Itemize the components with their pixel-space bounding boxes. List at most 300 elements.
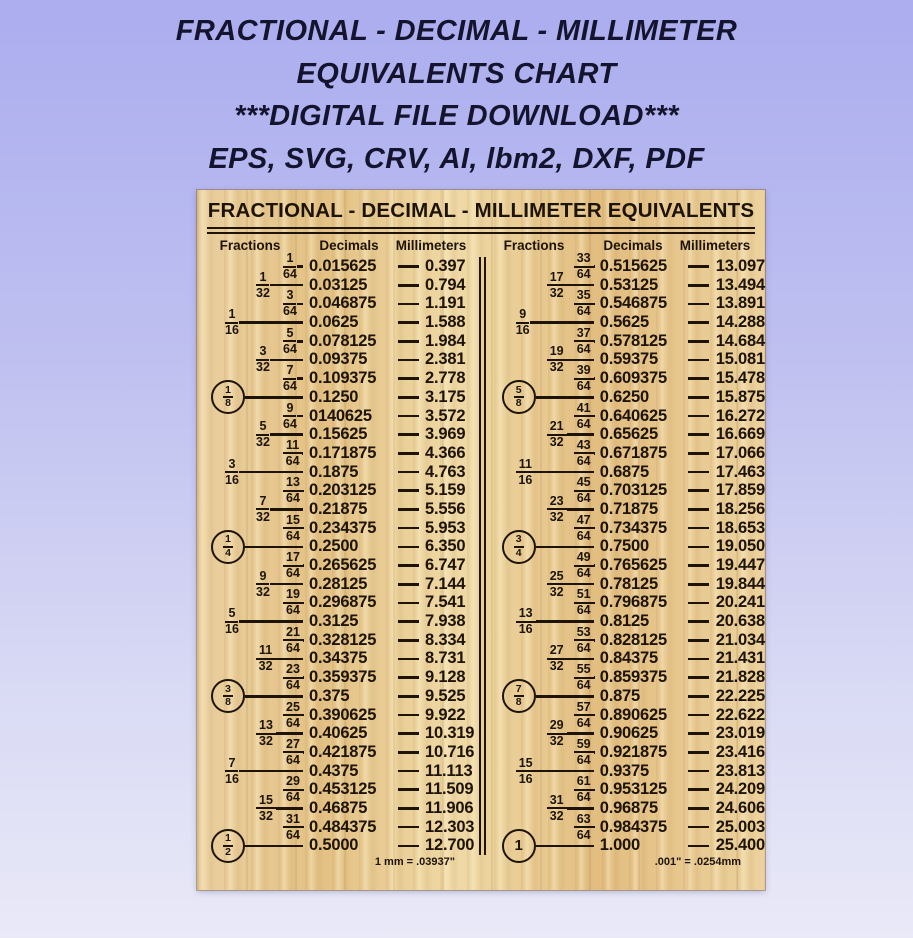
dash-cell <box>391 770 425 773</box>
fraction-denominator: 32 <box>549 435 564 450</box>
fraction-denominator: 32 <box>258 659 273 674</box>
decimal-value: 0.65625 <box>599 425 658 444</box>
fraction-leader-line <box>567 732 594 735</box>
fraction-denominator: 32 <box>549 584 564 599</box>
fraction-denominator: 32 <box>549 509 564 524</box>
millimeter-value: 6.747 <box>425 556 466 575</box>
dash-cell <box>682 396 716 399</box>
fraction-numerator: 31 <box>283 814 303 829</box>
table-row <box>197 251 478 282</box>
fraction-indent <box>197 789 283 790</box>
fraction-denominator: 32 <box>259 808 273 823</box>
millimeter-value: 24.606 <box>715 798 765 817</box>
fraction-numerator: 15 <box>283 515 303 530</box>
dash-icon <box>398 284 419 287</box>
dash-icon <box>688 751 709 754</box>
fraction-numerator: 13 <box>516 608 536 623</box>
fraction-indent <box>197 285 256 286</box>
dash-icon <box>688 508 709 511</box>
fraction-denominator: 32 <box>256 285 270 300</box>
fraction-numerator: 55 <box>574 664 594 679</box>
fraction-indent <box>488 359 547 360</box>
fraction-denominator: 64 <box>576 566 591 581</box>
fraction-leader-line <box>270 583 303 586</box>
dash-cell <box>391 620 425 623</box>
dash-cell <box>682 415 716 418</box>
fraction-indent <box>488 303 574 304</box>
decimal-value: 0.5000 <box>309 836 359 855</box>
decimal-value: 0.09375 <box>309 350 368 369</box>
fraction-indent <box>488 715 574 716</box>
fraction-denominator: 64 <box>283 379 297 394</box>
fraction-cell <box>488 837 594 856</box>
dash-cell <box>391 452 425 455</box>
fraction-leader-line <box>276 732 303 735</box>
decimal-value: 0.84375 <box>599 649 658 668</box>
dash-cell <box>682 807 716 810</box>
fraction-indent <box>197 584 256 585</box>
decimal-value: 0.7500 <box>599 537 649 556</box>
stacked-fraction <box>223 834 233 857</box>
dash-cell <box>682 452 716 455</box>
fraction-leader-line <box>239 620 303 623</box>
fraction-indent <box>197 827 283 828</box>
millimeter-value: 19.447 <box>715 556 765 575</box>
fraction-numerator: 17 <box>547 272 567 287</box>
fraction-indent <box>488 341 574 342</box>
decimal-value: 0.671875 <box>599 443 667 462</box>
decimal-value: 0.640625 <box>599 406 667 425</box>
dash-icon <box>398 396 419 399</box>
fraction-numerator: 29 <box>283 776 303 791</box>
fraction-denominator: 64 <box>576 678 591 693</box>
table-row <box>488 774 765 805</box>
fraction-numerator: 11 <box>283 440 302 455</box>
column-divider <box>479 257 486 855</box>
dash-cell <box>391 377 425 380</box>
dash-cell <box>682 732 716 735</box>
fraction-indent <box>197 359 256 360</box>
fraction-numerator: 9 <box>516 309 529 324</box>
decimal-value: 0.21875 <box>309 499 368 518</box>
fraction-leader-line <box>270 433 303 436</box>
millimeter-value: 17.066 <box>715 443 765 462</box>
millimeter-value: 0.794 <box>425 275 466 294</box>
fraction-indent <box>197 472 225 473</box>
fraction-leader-line <box>567 658 594 661</box>
fraction-indent <box>197 658 256 659</box>
decimal-value: 0.296875 <box>309 593 377 612</box>
fraction-indent <box>488 584 547 585</box>
millimeter-value: 9.922 <box>425 705 466 724</box>
fraction-denominator: 32 <box>549 285 564 300</box>
fraction-numerator: 49 <box>574 552 594 567</box>
footnote-inch-to-mm: .001" = .0254mm <box>654 856 741 869</box>
millimeter-value: 11.509 <box>425 780 474 799</box>
fraction-numerator: 51 <box>574 589 594 604</box>
fraction-indent <box>197 266 283 267</box>
stacked-fraction <box>514 682 524 709</box>
fraction-denominator: 64 <box>576 416 591 431</box>
fraction-leader-line <box>239 770 303 773</box>
dash-cell <box>391 546 425 549</box>
fraction-denominator: 16 <box>518 771 533 786</box>
dash-cell <box>391 751 425 754</box>
fraction-indent <box>197 509 256 510</box>
dash-icon <box>688 602 709 605</box>
fraction-indent <box>197 528 283 529</box>
decimal-value: 0.484375 <box>309 817 377 836</box>
decimal-value: 0.984375 <box>599 817 667 836</box>
fraction-numerator: 7 <box>283 365 296 380</box>
fraction-indent <box>197 677 283 678</box>
fraction-numerator: 25 <box>547 571 567 586</box>
dash-cell <box>682 377 716 380</box>
fraction-leader-line <box>245 845 303 848</box>
equivalents-table <box>197 251 765 858</box>
stacked-fraction <box>514 535 524 558</box>
decimal-value: 0.96875 <box>599 798 658 817</box>
dash-icon <box>688 321 709 324</box>
decimal-value: 0.234375 <box>309 518 377 537</box>
dash-cell <box>391 340 425 343</box>
dash-icon <box>688 826 709 829</box>
millimeter-value: 15.875 <box>715 387 765 406</box>
fraction-leader-line <box>239 321 303 324</box>
fraction-numerator: 1 <box>283 253 296 268</box>
dash-cell <box>391 602 425 605</box>
dash-icon <box>398 471 419 474</box>
fraction-denominator: 64 <box>286 491 300 506</box>
fraction-denominator: 64 <box>576 453 591 468</box>
fraction-denominator: 64 <box>283 416 297 431</box>
dash-cell <box>682 602 716 605</box>
dash-cell <box>391 396 425 399</box>
dash-cell <box>391 714 425 717</box>
millimeter-value: 5.556 <box>425 499 466 518</box>
decimal-value: 0.578125 <box>599 331 667 350</box>
decimal-value: 0.546875 <box>599 294 667 313</box>
fraction-indent <box>488 416 574 417</box>
dash-icon <box>398 788 419 791</box>
dash-icon <box>688 770 709 773</box>
decimal-value: 0.265625 <box>309 556 377 575</box>
fraction-leader-line <box>536 396 594 399</box>
fraction-indent <box>197 715 283 716</box>
millimeter-value: 25.400 <box>715 836 765 855</box>
dash-icon <box>688 845 709 848</box>
dash-cell <box>391 695 425 698</box>
millimeter-value: 14.684 <box>715 331 765 350</box>
fraction-indent <box>488 789 574 790</box>
millimeter-value: 3.572 <box>425 406 466 425</box>
dash-cell <box>682 714 716 717</box>
decimal-value: 0.03125 <box>309 275 368 294</box>
decimal-value: 0.0625 <box>309 313 359 332</box>
fraction-denominator: 64 <box>286 752 300 767</box>
fraction-leader-line <box>567 433 594 436</box>
millimeter-value: 19.050 <box>715 537 765 556</box>
fraction-indent <box>197 733 256 734</box>
millimeter-value: 15.081 <box>715 350 765 369</box>
dash-cell <box>682 695 716 698</box>
dash-cell <box>391 676 425 679</box>
fraction-indent <box>197 378 283 379</box>
fraction-cell <box>197 251 303 282</box>
decimal-value: 0.359375 <box>309 668 377 687</box>
fraction-indent <box>488 621 516 622</box>
fraction-denominator: 64 <box>285 453 300 468</box>
dash-icon <box>398 564 419 567</box>
fraction-denominator: 32 <box>256 360 270 375</box>
fraction-denominator: 32 <box>259 734 273 749</box>
fraction-denominator: 64 <box>286 603 300 618</box>
dash-cell <box>682 770 716 773</box>
fraction-leader-line <box>567 359 594 362</box>
decimal-value: 0.609375 <box>599 369 667 388</box>
fraction-denominator: 4 <box>225 546 231 559</box>
board-title: FRACTIONAL - DECIMAL - MILLIMETER EQUIVALENTS <box>207 199 755 222</box>
decimal-value: 0.078125 <box>309 331 377 350</box>
millimeter-value: 16.272 <box>715 406 765 425</box>
dash-cell <box>682 359 716 362</box>
fraction-numerator: 57 <box>574 702 594 717</box>
fraction-leader-line <box>275 658 303 661</box>
stacked-fraction <box>223 535 233 558</box>
fraction-numerator: 1 <box>223 535 233 548</box>
dash-icon <box>398 602 419 605</box>
decimal-value: 0.3125 <box>309 612 359 631</box>
fraction-denominator: 64 <box>286 790 300 805</box>
decimal-value: 0.2500 <box>309 537 359 556</box>
dash-cell <box>682 564 716 567</box>
fraction-denominator: 64 <box>576 790 591 805</box>
fraction-numerator: 1 <box>223 834 233 847</box>
dash-icon <box>398 639 419 642</box>
fraction-indent <box>488 602 574 603</box>
decimal-value: 0140625 <box>309 406 372 425</box>
dash-cell <box>682 471 716 474</box>
dash-cell <box>682 489 716 492</box>
fraction-leader-line <box>239 471 303 474</box>
decimal-value: 0.859375 <box>599 668 667 687</box>
millimeter-value: 12.700 <box>425 836 475 855</box>
table-row <box>197 550 478 581</box>
fraction-denominator: 64 <box>576 341 591 356</box>
fraction-denominator: 8 <box>225 696 231 709</box>
dash-cell <box>391 807 425 810</box>
fraction-denominator: 16 <box>518 472 533 487</box>
decimal-value: 0.28125 <box>309 574 368 593</box>
fraction-indent <box>197 771 225 772</box>
fraction-denominator: 16 <box>225 622 239 637</box>
decimal-value: 0.328125 <box>309 630 377 649</box>
millimeter-value: 4.763 <box>425 462 466 481</box>
stacked-fraction <box>223 682 233 709</box>
fraction-indent <box>488 565 574 566</box>
fraction-indent <box>488 472 516 473</box>
fraction-indent <box>488 771 516 772</box>
decimal-value: 0.6250 <box>599 387 649 406</box>
fraction-numerator: 3 <box>514 535 524 548</box>
millimeter-value: 13.097 <box>715 257 765 276</box>
fraction-indent <box>197 808 256 809</box>
fraction-denominator: 64 <box>286 566 300 581</box>
millimeter-value: 18.653 <box>715 518 765 537</box>
dash-cell <box>682 508 716 511</box>
fraction-indent <box>197 621 225 622</box>
fraction-denominator: 64 <box>286 640 300 655</box>
fraction-denominator: 64 <box>286 715 300 730</box>
dash-icon <box>688 788 709 791</box>
fraction-indent <box>197 453 283 454</box>
dash-icon <box>398 340 419 343</box>
dash-icon <box>688 807 709 810</box>
fraction-denominator: 64 <box>576 827 591 842</box>
fraction-cell <box>197 400 303 431</box>
fraction-denominator: 16 <box>225 323 239 338</box>
fraction-leader-line <box>567 284 594 287</box>
fraction-denominator: 16 <box>225 472 239 487</box>
fraction-numerator: 47 <box>574 515 594 530</box>
fraction-denominator: 64 <box>283 267 297 282</box>
decimal-value: 0.734375 <box>599 518 667 537</box>
equivalents-board <box>197 190 765 890</box>
dash-cell <box>682 284 716 287</box>
fraction-denominator: 16 <box>225 771 239 786</box>
dash-icon <box>398 489 419 492</box>
fraction-leader-line <box>567 508 594 511</box>
fraction-numerator: 27 <box>547 645 567 660</box>
fraction-indent <box>488 546 502 547</box>
dash-icon <box>398 508 419 511</box>
fraction-denominator: 64 <box>576 752 591 767</box>
dash-icon <box>688 377 709 380</box>
millimeter-value: 19.844 <box>715 574 765 593</box>
fraction-numerator: 5 <box>256 421 269 436</box>
dash-icon <box>688 359 709 362</box>
fraction-numerator: 23 <box>547 496 567 511</box>
fraction-numerator: 5 <box>283 328 296 343</box>
decimal-value: 0.71875 <box>599 499 658 518</box>
dash-cell <box>682 303 716 306</box>
fraction-numerator: 1 <box>256 272 269 287</box>
listing-title-line-1: FRACTIONAL - DECIMAL - MILLIMETER <box>175 15 738 47</box>
fraction-denominator: 64 <box>576 528 591 543</box>
fraction-indent <box>197 397 211 398</box>
fraction-numerator: 1 <box>223 386 233 399</box>
dash-cell <box>682 527 716 530</box>
column-header-fractions: Fractions <box>503 238 565 254</box>
decimal-value: 0.46875 <box>309 798 368 817</box>
dash-icon <box>688 415 709 418</box>
fraction-denominator: 64 <box>576 715 591 730</box>
fraction-denominator: 16 <box>518 622 533 637</box>
millimeter-value: 14.288 <box>715 313 765 332</box>
fraction-indent <box>488 509 547 510</box>
fraction-indent <box>197 546 211 547</box>
fraction-indent <box>488 733 547 734</box>
fraction-indent <box>197 602 283 603</box>
fraction-numerator: 1 <box>225 309 238 324</box>
dash-icon <box>688 714 709 717</box>
fraction-leader-line <box>567 583 594 586</box>
millimeter-value: 4.366 <box>425 443 466 462</box>
fraction-indent <box>488 285 547 286</box>
dash-cell <box>391 564 425 567</box>
millimeter-value: 2.381 <box>425 350 466 369</box>
fraction-indent <box>488 658 547 659</box>
millimeter-value: 18.256 <box>715 499 765 518</box>
dash-icon <box>398 433 419 436</box>
dash-cell <box>391 658 425 661</box>
fraction-indent <box>488 434 547 435</box>
footnote-mm-to-inch: 1 mm = .03937" <box>374 856 455 869</box>
fraction-indent <box>197 322 225 323</box>
fraction-numerator: 7 <box>514 685 524 698</box>
dash-icon <box>688 433 709 436</box>
fraction-denominator: 32 <box>549 808 564 823</box>
millimeter-value: 21.828 <box>715 668 765 687</box>
dash-cell <box>391 527 425 530</box>
column-header-fractions: Fractions <box>219 238 281 254</box>
fraction-leader-line <box>245 695 303 698</box>
fraction-leader-line <box>530 321 594 324</box>
dash-icon <box>398 452 419 455</box>
dash-cell <box>391 845 425 848</box>
fraction-numerator: 17 <box>283 552 303 567</box>
fraction-indent <box>197 565 283 566</box>
fraction-numerator: 31 <box>547 795 567 810</box>
millimeter-value: 8.731 <box>425 649 466 668</box>
fraction-leader-line <box>536 695 594 698</box>
millimeter-value: 15.478 <box>715 369 765 388</box>
dash-cell <box>391 433 425 436</box>
fraction-indent <box>197 303 283 304</box>
dash-cell <box>682 340 716 343</box>
millimeter-value: 13.494 <box>715 275 765 294</box>
millimeter-value: 21.431 <box>715 649 765 668</box>
fraction-denominator: 64 <box>286 528 300 543</box>
dash-cell <box>682 751 716 754</box>
millimeter-value: 1.588 <box>425 313 466 332</box>
fraction-leader-line <box>536 620 594 623</box>
decimal-value: 0.1875 <box>309 462 359 481</box>
table-row <box>488 550 765 581</box>
listing-title-line-2: EQUIVALENTS CHART <box>296 57 617 90</box>
dash-icon <box>688 658 709 661</box>
fraction-numerator: 3 <box>283 290 296 305</box>
millimeter-value: 7.938 <box>425 612 466 631</box>
millimeter-value: 25.003 <box>715 817 765 836</box>
fraction-indent <box>197 490 283 491</box>
decimal-value: 0.890625 <box>599 705 667 724</box>
dash-cell <box>391 788 425 791</box>
fraction-numerator: 19 <box>547 346 567 361</box>
dash-icon <box>688 284 709 287</box>
fraction-leader-line <box>536 546 594 549</box>
dash-cell <box>682 265 716 268</box>
decimal-value: 0.6875 <box>599 462 649 481</box>
millimeter-value: 1.984 <box>425 331 466 350</box>
table-left-column <box>197 251 478 858</box>
decimal-value: 0.921875 <box>599 742 667 761</box>
decimal-value: 0.375 <box>309 686 350 705</box>
dash-cell <box>682 433 716 436</box>
fraction-indent <box>488 266 574 267</box>
fraction-numerator: 37 <box>574 328 594 343</box>
dash-icon <box>688 676 709 679</box>
